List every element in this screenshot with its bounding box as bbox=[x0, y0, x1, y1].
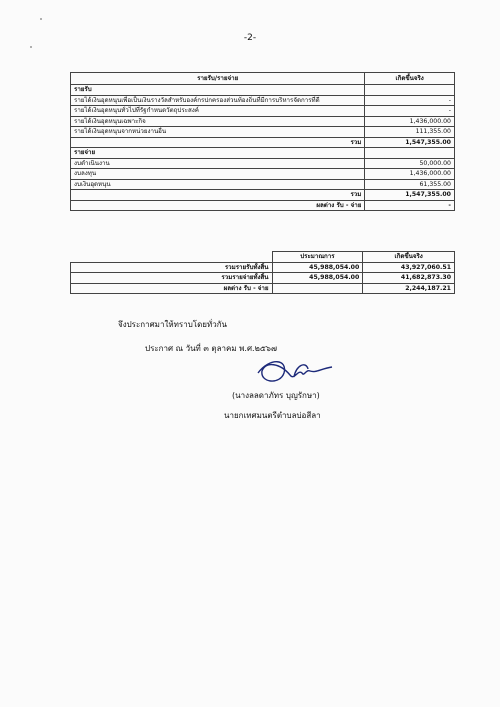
table-row bbox=[71, 158, 455, 169]
summary-table bbox=[70, 251, 455, 294]
summary-diff-row bbox=[71, 283, 455, 294]
summary-label: รวมรายรับทั้งสิ้น bbox=[71, 262, 273, 273]
row-desc: งบลงทุน bbox=[71, 169, 365, 180]
table-row bbox=[71, 116, 455, 127]
income-expense-table bbox=[70, 72, 455, 211]
diff-row bbox=[71, 200, 455, 211]
summary-diff-amount: 2,244,187.21 bbox=[363, 283, 455, 294]
summary-row bbox=[71, 262, 455, 273]
row-amount: 111,355.00 bbox=[365, 127, 455, 138]
income-total-amount: 1,547,355.00 bbox=[365, 137, 455, 148]
row-amount: 1,436,000.00 bbox=[365, 169, 455, 180]
row-amount: - bbox=[365, 95, 455, 106]
income-total-row bbox=[71, 137, 455, 148]
table-row bbox=[71, 106, 455, 117]
expense-section-title: รายจ่าย bbox=[71, 148, 365, 159]
expense-total-label: รวม bbox=[71, 190, 365, 201]
row-desc: งบเงินอุดหนุน bbox=[71, 179, 365, 190]
expense-total-amount: 1,547,355.00 bbox=[365, 190, 455, 201]
row-amount: 61,355.00 bbox=[365, 179, 455, 190]
header-desc: รายรับ/รายจ่าย bbox=[71, 73, 365, 85]
summary-actual: 43,927,060.51 bbox=[363, 262, 455, 273]
income-section-title: รายรับ bbox=[71, 85, 365, 96]
summary-diff-label: ผลต่าง รับ - จ่าย bbox=[71, 283, 273, 294]
row-amount: 1,436,000.00 bbox=[365, 116, 455, 127]
expense-section-row bbox=[71, 148, 455, 159]
signer-title: นายกเทศมนตรีตำบลบ่อสีลา bbox=[224, 411, 321, 420]
row-amount: 50,000.00 bbox=[365, 158, 455, 169]
row-amount: - bbox=[365, 106, 455, 117]
summary-col-estimate: ประมาณการ bbox=[272, 252, 363, 263]
date-line: ประกาศ ณ วันที่ ๓ ตุลาคม พ.ศ.๒๕๖๗ bbox=[145, 344, 277, 353]
summary-estimate: 45,988,054.00 bbox=[272, 262, 363, 273]
scan-speck bbox=[30, 46, 32, 48]
signature-image bbox=[250, 355, 360, 387]
row-desc: รายได้เงินอุดหนุนเพื่อเป็นเงินรางวัลสำหรับองค์กรปกครองส่วนท้องถิ่นที่มีการบริหารจัดการที่ดี bbox=[71, 95, 365, 106]
page-number: -2- bbox=[243, 33, 257, 43]
table-row bbox=[71, 169, 455, 180]
scan-speck bbox=[40, 18, 42, 20]
income-section-row bbox=[71, 85, 455, 96]
table-row bbox=[71, 127, 455, 138]
header-amount: เกิดขึ้นจริง bbox=[365, 73, 455, 85]
summary-actual: 41,682,873.30 bbox=[363, 273, 455, 284]
expense-total-row bbox=[71, 190, 455, 201]
row-desc: งบดำเนินงาน bbox=[71, 158, 365, 169]
summary-estimate: 45,988,054.00 bbox=[272, 273, 363, 284]
summary-header-row bbox=[71, 252, 455, 263]
announcement-text: จึงประกาศมาให้ทราบโดยทั่วกัน bbox=[118, 320, 228, 329]
row-desc: รายได้เงินอุดหนุนทั่วไปที่รัฐกำหนดวัตถุประสงค์ bbox=[71, 106, 365, 117]
summary-row bbox=[71, 273, 455, 284]
signer-name: (นางลลดาภัทร บุญรักษา) bbox=[232, 391, 320, 400]
summary-label: รวมรายจ่ายทั้งสิ้น bbox=[71, 273, 273, 284]
summary-col-actual: เกิดขึ้นจริง bbox=[363, 252, 455, 263]
row-desc: รายได้เงินอุดหนุนจากหน่วยงานอื่น bbox=[71, 127, 365, 138]
diff-amount: - bbox=[365, 200, 455, 211]
table-header-row bbox=[71, 73, 455, 85]
table-row bbox=[71, 179, 455, 190]
table-row bbox=[71, 95, 455, 106]
diff-label: ผลต่าง รับ - จ่าย bbox=[71, 200, 365, 211]
income-total-label: รวม bbox=[71, 137, 365, 148]
row-desc: รายได้เงินอุดหนุนเฉพาะกิจ bbox=[71, 116, 365, 127]
